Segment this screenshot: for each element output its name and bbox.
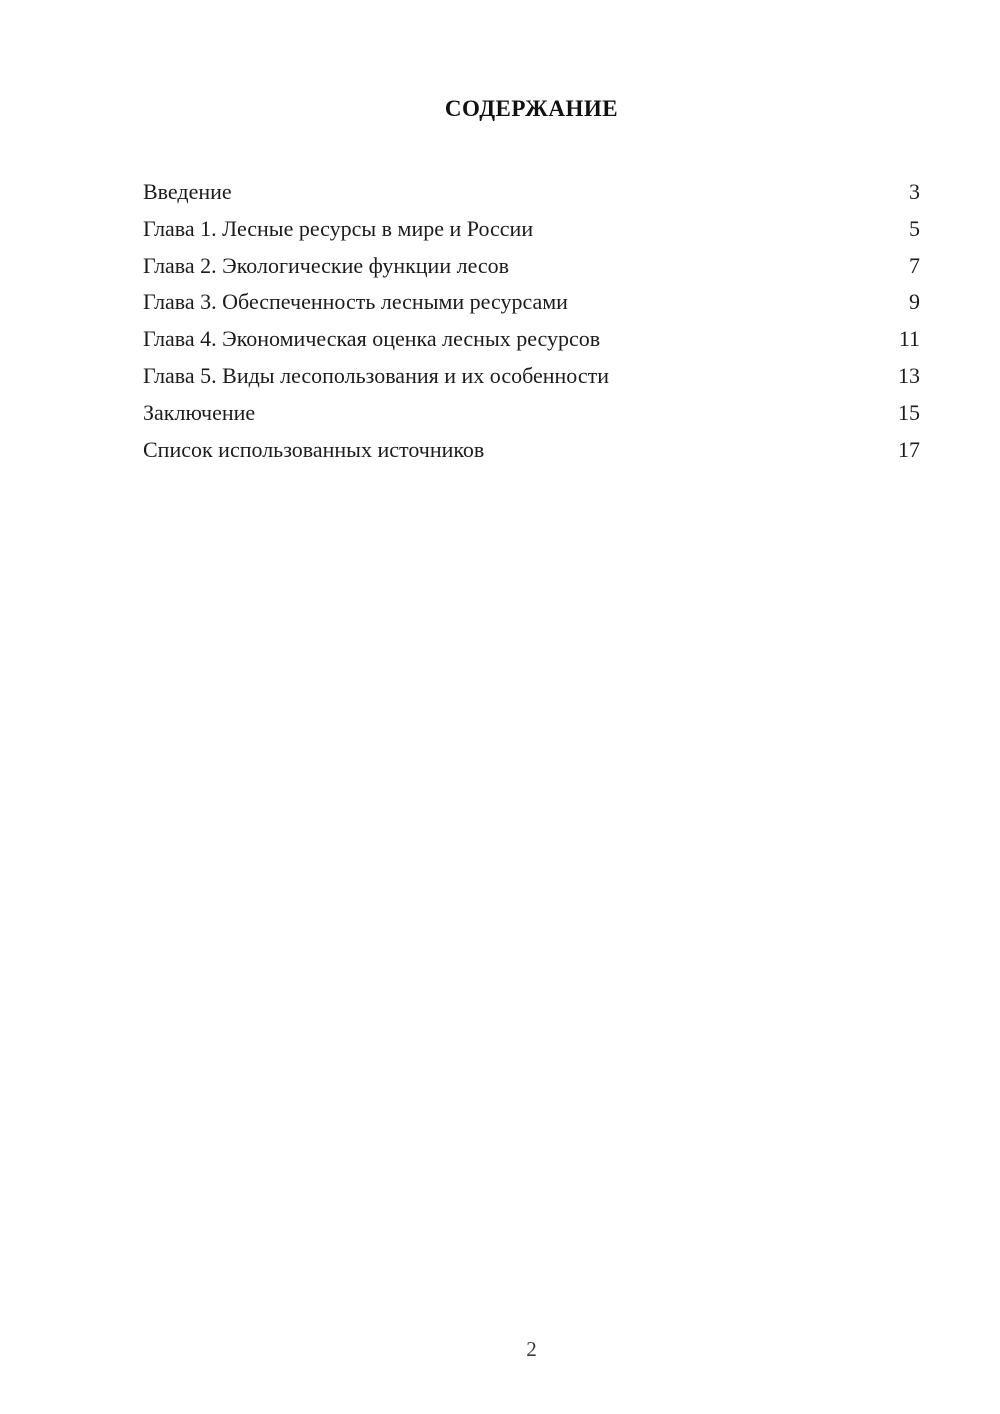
toc-entry-page: 11	[898, 326, 920, 352]
toc-entry-page: 5	[909, 215, 920, 241]
toc-entry	[143, 395, 920, 432]
toc-entry-label: Глава 4. Экономическая оценка лесных ресурсов	[143, 326, 601, 352]
toc-entry-label: Список использованных источников	[143, 436, 485, 462]
page-title: СОДЕРЖАНИЕ	[444, 96, 619, 121]
toc-entry-label: Заключение	[143, 399, 256, 425]
toc-entry-label: Глава 3. Обеспеченность лесными ресурсами	[143, 289, 568, 315]
toc-entry	[143, 321, 920, 358]
page-number: 2	[526, 1337, 537, 1361]
toc-entry	[143, 211, 920, 248]
toc-entry-page: 7	[909, 252, 920, 278]
toc-entry-label: Глава 2. Экологические функции лесов	[143, 252, 510, 278]
toc-entry-page: 17	[898, 436, 920, 462]
toc-entry-label: Глава 5. Виды лесопользования и их особенности	[143, 362, 610, 388]
toc-entry-page: 3	[909, 179, 920, 204]
toc-entry	[143, 432, 920, 469]
toc-list	[143, 174, 920, 468]
toc-entry-label: Глава 1. Лесные ресурсы в мире и России	[143, 215, 534, 241]
toc-entry-label: Введение	[143, 179, 232, 204]
toc-entry	[143, 174, 920, 211]
toc-entry-page: 13	[898, 362, 920, 388]
toc-entry-page: 15	[898, 399, 920, 425]
toc-entry	[143, 284, 920, 321]
toc-entry	[143, 248, 920, 285]
toc-entry	[143, 358, 920, 395]
page-content	[0, 0, 1000, 468]
toc-entry-page: 9	[909, 289, 920, 315]
